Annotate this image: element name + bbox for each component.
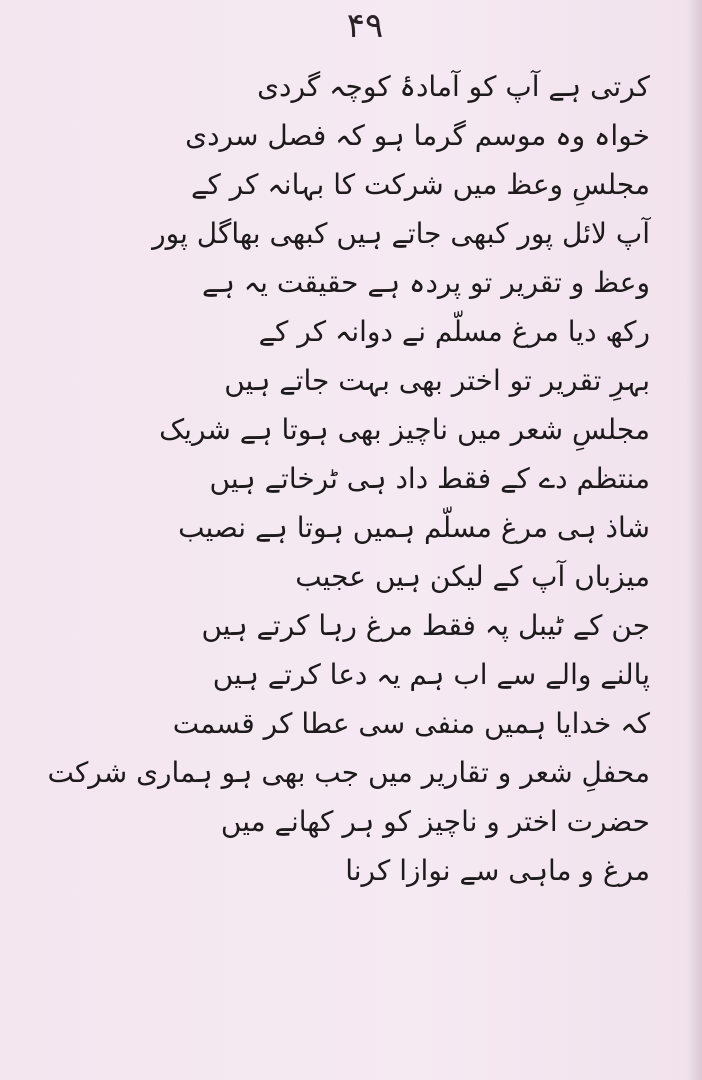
- poem-line: مجلسِ وعظ میں شرکت کا بہانہ کر کے: [191, 168, 650, 201]
- poem-line: کرتی ہے آپ کو آمادۂ کوچہ گردی: [257, 70, 650, 103]
- poem-line: حضرت اختر و ناچیز کو ہر کھانے میں: [220, 805, 650, 838]
- poem-line: بہرِ تقریر تو اختر بھی بہت جاتے ہیں: [224, 364, 650, 397]
- poem-line: کہ خدایا ہمیں منفی سی عطا کر قسمت: [172, 707, 650, 740]
- poem-line: پالنے والے سے اب ہم یہ دعا کرتے ہیں: [212, 658, 650, 691]
- page-number: ۴۹: [346, 6, 384, 46]
- poem-line: شاذ ہی مرغ مسلّم ہمیں ہوتا ہے نصیب: [178, 511, 650, 544]
- poem-text: [47, 62, 650, 895]
- poem-line: منتظم دے کے فقط داد ہی ٹرخاتے ہیں: [209, 462, 650, 495]
- poem-line: خواہ وہ موسم گرما ہو کہ فصل سردی: [185, 119, 650, 152]
- poem-line: رکھ دیا مرغ مسلّم نے دوانہ کر کے: [258, 315, 650, 348]
- poem-line: جن کے ٹیبل پہ فقط مرغ رہا کرتے ہیں: [201, 609, 650, 642]
- poem-line: آپ لائل پور کبھی جاتے ہیں کبھی بھاگل پور: [152, 217, 650, 250]
- poem-line: محفلِ شعر و تقاریر میں جب بھی ہو ہماری شرکت: [47, 756, 650, 789]
- poem-line: مجلسِ شعر میں ناچیز بھی ہوتا ہے شریک: [159, 413, 650, 446]
- poem-line: مرغ و ماہی سے نوازا کرنا: [345, 854, 650, 887]
- page-binding-shadow: [686, 0, 702, 1080]
- poem-line: میزباں آپ کے لیکن ہیں عجیب: [295, 560, 650, 593]
- poem-line: وعظ و تقریر تو پردہ ہے حقیقت یہ ہے: [202, 266, 650, 299]
